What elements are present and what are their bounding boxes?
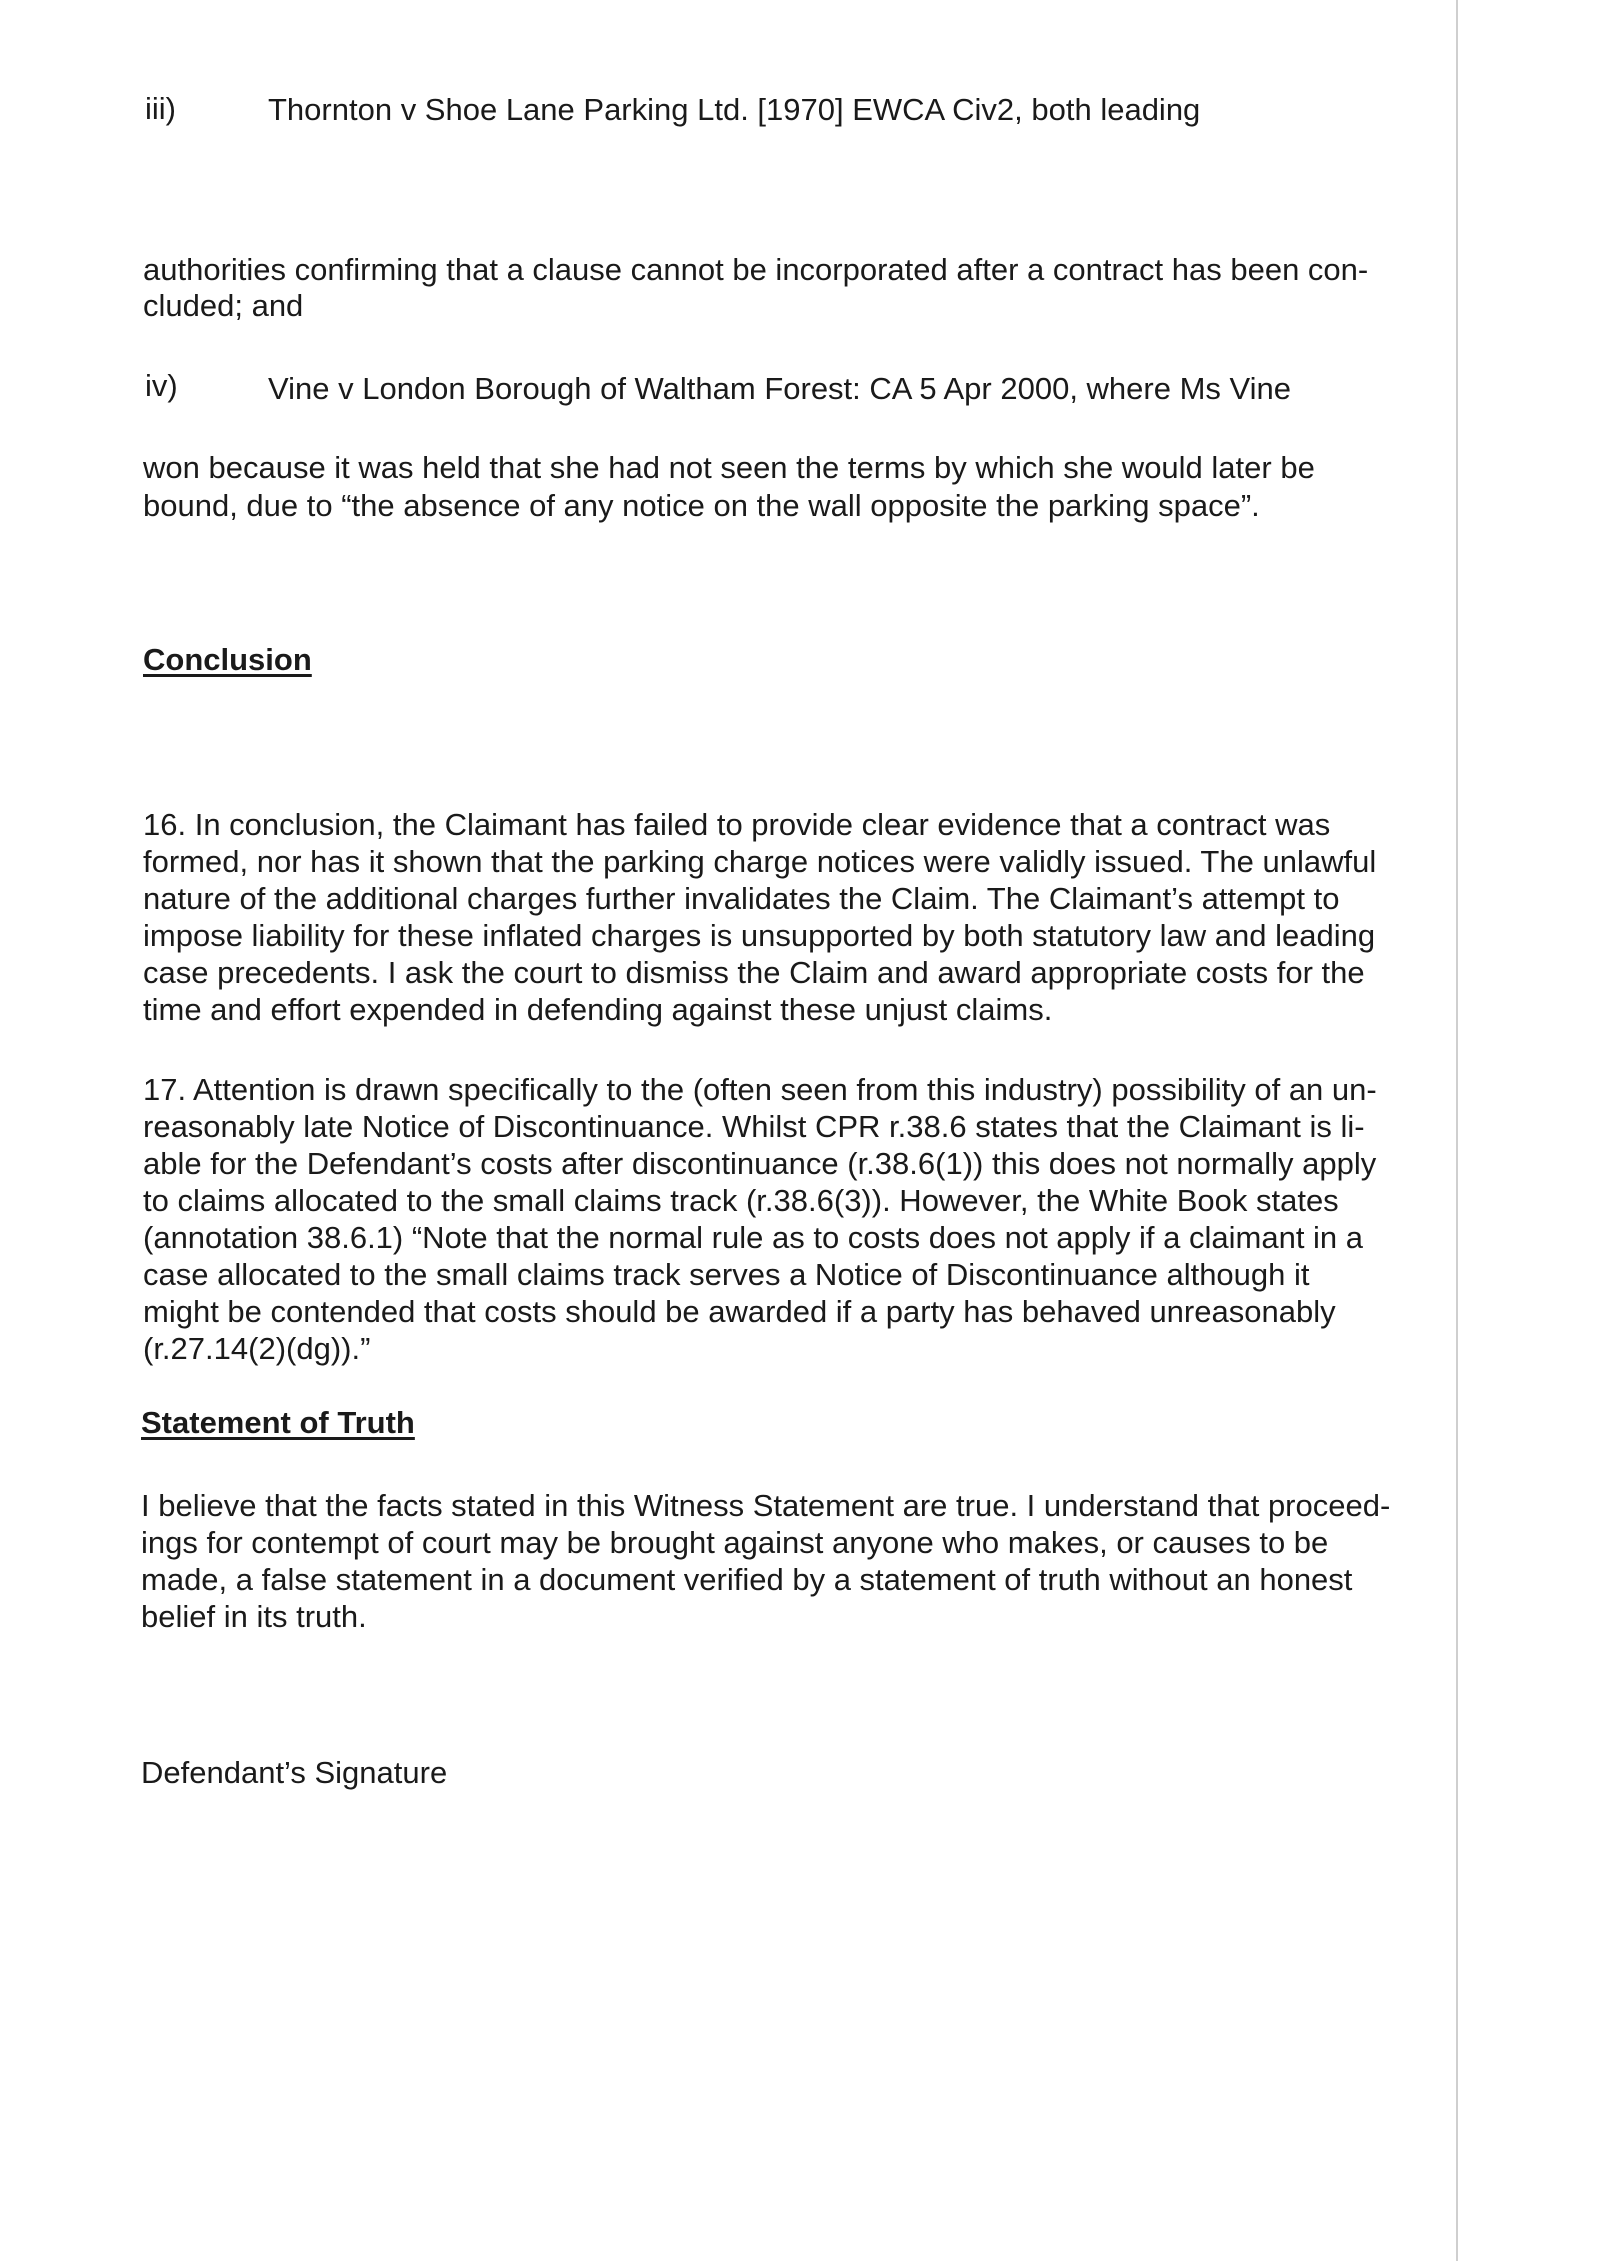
case-citation: Vine v London Borough of Waltham Forest: CA 5 Apr 2000, where Ms Vine (268, 371, 1292, 406)
page-edge (1456, 0, 1458, 2261)
list-item-number: iii) (145, 91, 176, 126)
statement-line: I believe that the facts stated in this Witness Statement are true. I understand that proceed- (141, 1488, 1391, 1523)
body-line: authorities confirming that a clause cannot be incorporated after a contract has been con- (143, 252, 1369, 287)
body-line: cluded; and (143, 288, 304, 323)
paragraph-17-line: might be contended that costs should be awarded if a party has behaved unreasonably (143, 1294, 1336, 1329)
conclusion-heading: Conclusion (143, 642, 312, 677)
paragraph-17-line: to claims allocated to the small claims track (r.38.6(3)). However, the White Book states (143, 1183, 1339, 1218)
statement-line: belief in its truth. (141, 1599, 367, 1634)
case-citation: Thornton v Shoe Lane Parking Ltd. [1970] EWCA Civ2, both leading (268, 92, 1201, 127)
paragraph-16-line: time and effort expended in defending against these unjust claims. (143, 992, 1053, 1027)
paragraph-17-line: reasonably late Notice of Discontinuance. Whilst CPR r.38.6 states that the Claimant is li- (143, 1109, 1365, 1144)
list-item-number: iv) (145, 368, 178, 403)
paragraph-16-line: case precedents. I ask the court to dismiss the Claim and award appropriate costs for the (143, 955, 1365, 990)
paragraph-16-line: formed, nor has it shown that the parking charge notices were validly issued. The unlawful (143, 844, 1377, 879)
signature-label: Defendant’s Signature (141, 1755, 448, 1790)
paragraph-17-line: 17. Attention is drawn specifically to the (often seen from this industry) possibility of an un- (143, 1072, 1377, 1107)
paragraph-17-line: case allocated to the small claims track serves a Notice of Discontinuance although it (143, 1257, 1310, 1292)
statement-line: ings for contempt of court may be brought against anyone who makes, or causes to be (141, 1525, 1329, 1560)
body-line: bound, due to “the absence of any notice on the wall opposite the parking space”. (143, 488, 1260, 523)
paragraph-16-line: impose liability for these inflated charges is unsupported by both statutory law and leading (143, 918, 1376, 953)
paragraph-17-line: able for the Defendant’s costs after discontinuance (r.38.6(1)) this does not normally apply (143, 1146, 1377, 1181)
paragraph-16-line: nature of the additional charges further invalidates the Claim. The Claimant’s attempt to (143, 881, 1340, 916)
paragraph-16-line: 16. In conclusion, the Claimant has failed to provide clear evidence that a contract was (143, 807, 1331, 842)
statement-line: made, a false statement in a document verified by a statement of truth without an honest (141, 1562, 1353, 1597)
paragraph-17-line: (annotation 38.6.1) “Note that the normal rule as to costs does not apply if a claimant in a (143, 1220, 1364, 1255)
statement-of-truth-heading: Statement of Truth (141, 1405, 415, 1440)
paragraph-17-line: (r.27.14(2)(dg)).” (143, 1331, 371, 1366)
body-line: won because it was held that she had not seen the terms by which she would later be (143, 450, 1315, 485)
